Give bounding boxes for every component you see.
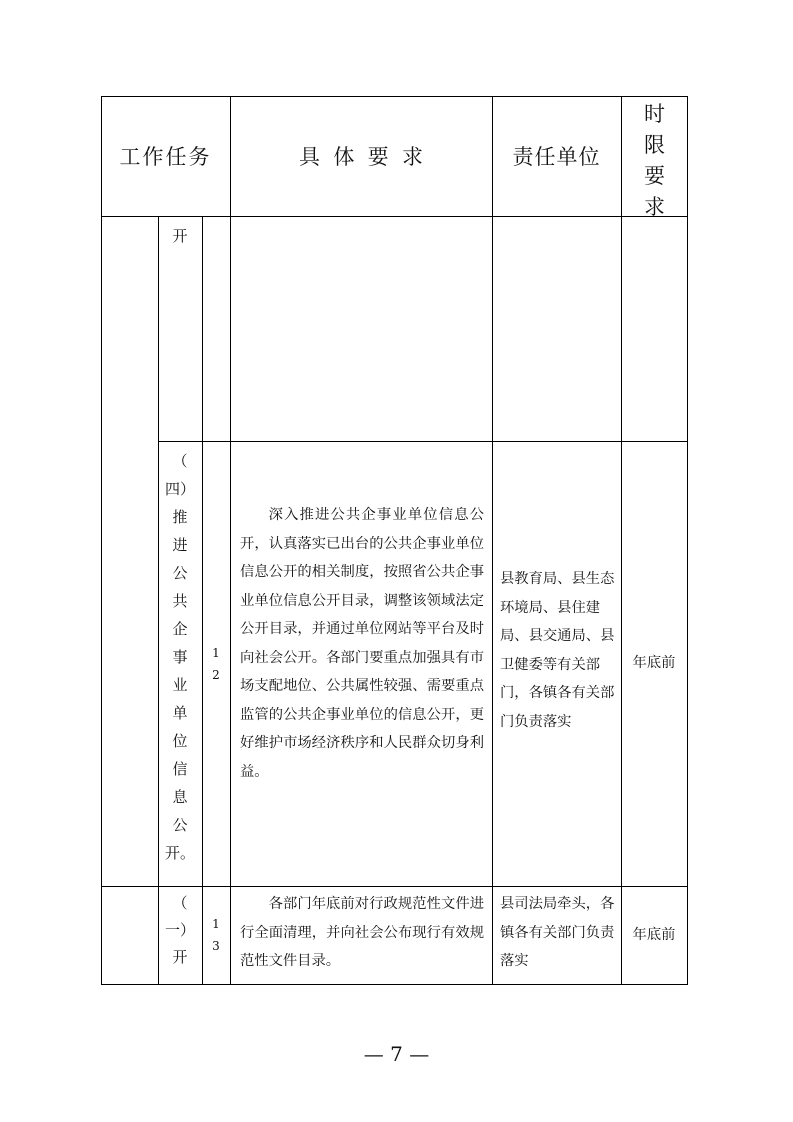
unit-cell — [492, 441, 621, 886]
category-text: （ 一） 开 — [164, 894, 195, 966]
header-time-label: 时限要求 — [644, 102, 665, 219]
header-task — [101, 96, 230, 216]
time-cell — [621, 441, 687, 886]
requirement-text: 深入推进公共企事业单位信息公开，认真落实已出台的公共企事业单位信息公开的相关制度，按照省公共企事业单位信息公开目录，调整该领域法定公开目录，并通过单位网站等平台及时向社会公开。各部门要重点加强具有市场支配地位、公共属性较强、需要重点监管的公共企事业单位的信息公开，更好维护市场经济秩序和人民群众切身利益。 — [240, 507, 484, 780]
header-unit-label: 责任单位 — [512, 145, 601, 169]
requirement-cell — [230, 886, 492, 984]
task-table — [101, 96, 688, 985]
item-number: 13 — [212, 917, 220, 953]
unit-text: 县司法局牵头，各镇各有关部门负责落实 — [500, 896, 615, 969]
page-number: — 7 — — [363, 1042, 430, 1066]
time-text: 年底前 — [632, 655, 676, 672]
header-time — [621, 96, 688, 219]
header-requirement — [230, 96, 492, 216]
requirement-text: 各部门年底前对行政规范性文件进行全面清理，并向社会公布现行有效规范性文件目录。 — [240, 896, 484, 969]
unit-cell — [492, 886, 621, 984]
table-row — [158, 886, 202, 984]
header-requirement-label: 具 体 要 求 — [298, 145, 424, 169]
table-row — [158, 441, 202, 886]
table-row — [158, 216, 202, 441]
time-text: 年底前 — [632, 926, 676, 943]
requirement-cell — [230, 441, 492, 886]
item-number: 12 — [212, 645, 220, 682]
header-unit — [492, 96, 621, 216]
time-cell — [621, 886, 687, 984]
unit-text: 县教育局、县生态环境局、县住建局、县交通局、县卫健委等有关部门，各镇各有关部门负责落实 — [500, 571, 615, 730]
category-text: 开 — [172, 227, 188, 245]
category-text: （ 四） 推 进 公 共 企 事 业 单 位 信 息 公 开。 — [164, 452, 195, 862]
header-task-label: 工作任务 — [119, 145, 212, 169]
